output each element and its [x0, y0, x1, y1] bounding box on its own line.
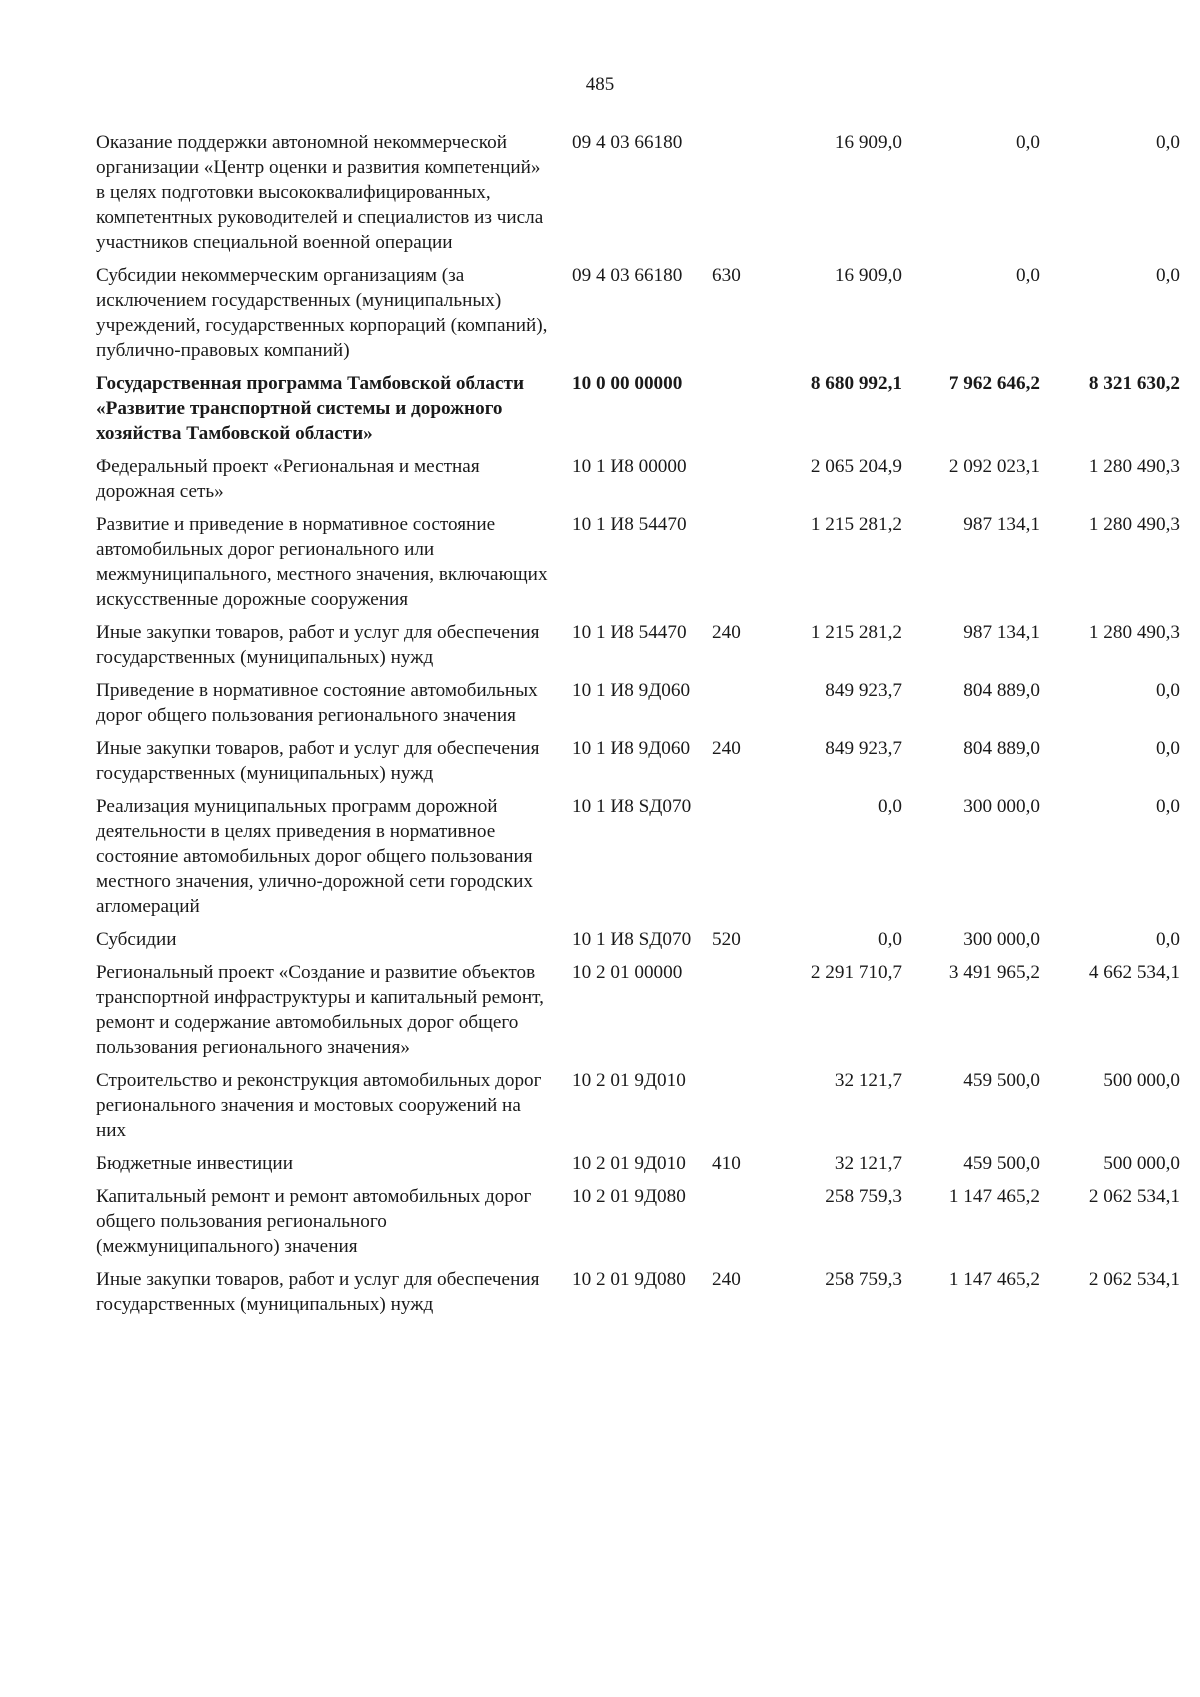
- row-value-year-1: 16 909,0: [834, 265, 902, 286]
- page-number: 485: [585, 74, 615, 95]
- budget-table-body: [96, 130, 1180, 1325]
- row-value-year-2: 459 500,0: [963, 1153, 1040, 1174]
- row-value-year-2: 300 000,0: [963, 929, 1040, 950]
- row-value-year-1: 16 909,0: [834, 132, 902, 153]
- table-row: [96, 263, 1180, 371]
- row-value-year-3: 0,0: [1156, 738, 1180, 759]
- row-value-year-2: 1 147 465,2: [948, 1186, 1040, 1207]
- table-row: [96, 1267, 1180, 1325]
- row-value-year-1: 0,0: [878, 929, 902, 950]
- row-code: 10 1 И8 SД070: [572, 929, 692, 950]
- row-expense-type: [708, 1184, 772, 1267]
- row-expense-type: [708, 960, 772, 1068]
- row-value-year-2: 0,0: [1016, 265, 1040, 286]
- row-value-year-3: 0,0: [1156, 132, 1180, 153]
- row-name: Реализация муниципальных программ дорожной деятельности в целях приведения в нормативное состояние автомобильных дорог общего пользования местного значения, улично-дорожной сети городских агломераций: [96, 796, 533, 917]
- row-code: 10 1 И8 9Д060: [572, 680, 691, 701]
- row-code: 10 0 00 00000: [572, 373, 683, 394]
- row-code: 10 2 01 9Д010: [572, 1070, 686, 1091]
- table-row: [96, 736, 1180, 794]
- row-expense-type: [708, 130, 772, 263]
- row-expense-type: 630: [712, 265, 741, 286]
- row-name: Бюджетные инвестиции: [96, 1153, 293, 1174]
- row-value-year-3: 500 000,0: [1103, 1153, 1180, 1174]
- row-value-year-3: 0,0: [1156, 680, 1180, 701]
- row-value-year-1: 1 215 281,2: [810, 514, 902, 535]
- table-row: [96, 1068, 1180, 1151]
- row-name: Развитие и приведение в нормативное состояние автомобильных дорог регионального или межмуниципального, местного значения, включающих искусственные дорожные сооружения: [96, 514, 548, 610]
- row-name: Субсидии: [96, 929, 177, 950]
- row-value-year-1: 8 680 992,1: [810, 373, 902, 394]
- table-row: [96, 678, 1180, 736]
- row-name: Приведение в нормативное состояние автомобильных дорог общего пользования регионального значения: [96, 680, 538, 726]
- row-name: Оказание поддержки автономной некоммерческой организации «Центр оценки и развития компетенций» в целях подготовки высококвалифицированных, компетентных руководителей и специалистов из числа участников специальной военной операции: [96, 132, 544, 253]
- row-expense-type: [708, 371, 772, 454]
- row-value-year-2: 1 147 465,2: [948, 1269, 1040, 1290]
- table-row: [96, 794, 1180, 927]
- row-code: 09 4 03 66180: [572, 132, 683, 153]
- row-value-year-3: 1 280 490,3: [1088, 456, 1180, 477]
- row-name: Федеральный проект «Региональная и местная дорожная сеть»: [96, 456, 480, 502]
- row-code: 10 1 И8 9Д060: [572, 738, 691, 759]
- row-expense-type: [708, 512, 772, 620]
- row-value-year-3: 4 662 534,1: [1088, 962, 1180, 983]
- budget-table: [96, 130, 1180, 1325]
- row-value-year-3: 1 280 490,3: [1088, 514, 1180, 535]
- row-expense-type: 240: [712, 622, 741, 643]
- row-value-year-2: 987 134,1: [963, 514, 1040, 535]
- row-value-year-3: 0,0: [1156, 265, 1180, 286]
- row-value-year-2: 804 889,0: [963, 738, 1040, 759]
- row-code: 10 1 И8 54470: [572, 514, 687, 535]
- row-value-year-1: 2 065 204,9: [810, 456, 902, 477]
- row-value-year-1: 32 121,7: [834, 1070, 902, 1091]
- table-row: [96, 1184, 1180, 1267]
- row-value-year-3: 0,0: [1156, 929, 1180, 950]
- row-expense-type: [708, 678, 772, 736]
- row-code: 10 2 01 00000: [572, 962, 683, 983]
- row-value-year-1: 1 215 281,2: [810, 622, 902, 643]
- row-name: Региональный проект «Создание и развитие объектов транспортной инфраструктуры и капитальный ремонт, ремонт и содержание автомобильных дорог общего пользования регионального значения»: [96, 962, 544, 1058]
- row-value-year-3: 2 062 534,1: [1088, 1269, 1180, 1290]
- row-value-year-3: 0,0: [1156, 796, 1180, 817]
- row-value-year-1: 0,0: [878, 796, 902, 817]
- row-code: 10 1 И8 SД070: [572, 796, 692, 817]
- table-row: [96, 620, 1180, 678]
- row-name: Капитальный ремонт и ремонт автомобильных дорог общего пользования регионального (межмуниципального) значения: [96, 1186, 532, 1257]
- row-expense-type: [708, 794, 772, 927]
- row-value-year-3: 1 280 490,3: [1088, 622, 1180, 643]
- table-row: [96, 960, 1180, 1068]
- table-row: [96, 130, 1180, 263]
- row-value-year-2: 300 000,0: [963, 796, 1040, 817]
- row-expense-type: [708, 1068, 772, 1151]
- row-value-year-2: 7 962 646,2: [948, 373, 1040, 394]
- row-value-year-2: 459 500,0: [963, 1070, 1040, 1091]
- row-expense-type: 520: [712, 929, 741, 950]
- row-expense-type: 240: [712, 738, 741, 759]
- row-name: Субсидии некоммерческим организациям (за исключением государственных (муниципальных) учреждений, государственных корпораций (компаний), публично-правовых компаний): [96, 265, 548, 361]
- row-name: Строительство и реконструкция автомобильных дорог регионального значения и мостовых сооружений на них: [96, 1070, 542, 1141]
- row-name: Иные закупки товаров, работ и услуг для обеспечения государственных (муниципальных) нужд: [96, 1269, 540, 1315]
- row-value-year-2: 0,0: [1016, 132, 1040, 153]
- row-value-year-1: 2 291 710,7: [810, 962, 902, 983]
- row-value-year-2: 2 092 023,1: [948, 456, 1040, 477]
- row-value-year-3: 500 000,0: [1103, 1070, 1180, 1091]
- row-code: 10 2 01 9Д010: [572, 1153, 686, 1174]
- table-row: [96, 927, 1180, 960]
- row-value-year-2: 804 889,0: [963, 680, 1040, 701]
- row-code: 09 4 03 66180: [572, 265, 683, 286]
- row-code: 10 2 01 9Д080: [572, 1269, 686, 1290]
- table-row: [96, 454, 1180, 512]
- row-name: Иные закупки товаров, работ и услуг для обеспечения государственных (муниципальных) нужд: [96, 738, 540, 784]
- row-value-year-1: 258 759,3: [825, 1186, 902, 1207]
- table-row: [96, 512, 1180, 620]
- table-row: [96, 1151, 1180, 1184]
- row-name: Иные закупки товаров, работ и услуг для обеспечения государственных (муниципальных) нужд: [96, 622, 540, 668]
- row-value-year-3: 2 062 534,1: [1088, 1186, 1180, 1207]
- row-expense-type: 240: [712, 1269, 741, 1290]
- row-value-year-1: 849 923,7: [825, 680, 902, 701]
- row-value-year-3: 8 321 630,2: [1088, 373, 1180, 394]
- row-code: 10 1 И8 00000: [572, 456, 687, 477]
- row-value-year-2: 3 491 965,2: [948, 962, 1040, 983]
- row-code: 10 2 01 9Д080: [572, 1186, 686, 1207]
- row-code: 10 1 И8 54470: [572, 622, 687, 643]
- row-name: Государственная программа Тамбовской области «Развитие транспортной системы и дорожного хозяйства Тамбовской области»: [96, 373, 524, 444]
- row-expense-type: [708, 454, 772, 512]
- table-row: [96, 371, 1180, 454]
- row-expense-type: 410: [712, 1153, 741, 1174]
- row-value-year-1: 849 923,7: [825, 738, 902, 759]
- row-value-year-1: 258 759,3: [825, 1269, 902, 1290]
- row-value-year-1: 32 121,7: [834, 1153, 902, 1174]
- row-value-year-2: 987 134,1: [963, 622, 1040, 643]
